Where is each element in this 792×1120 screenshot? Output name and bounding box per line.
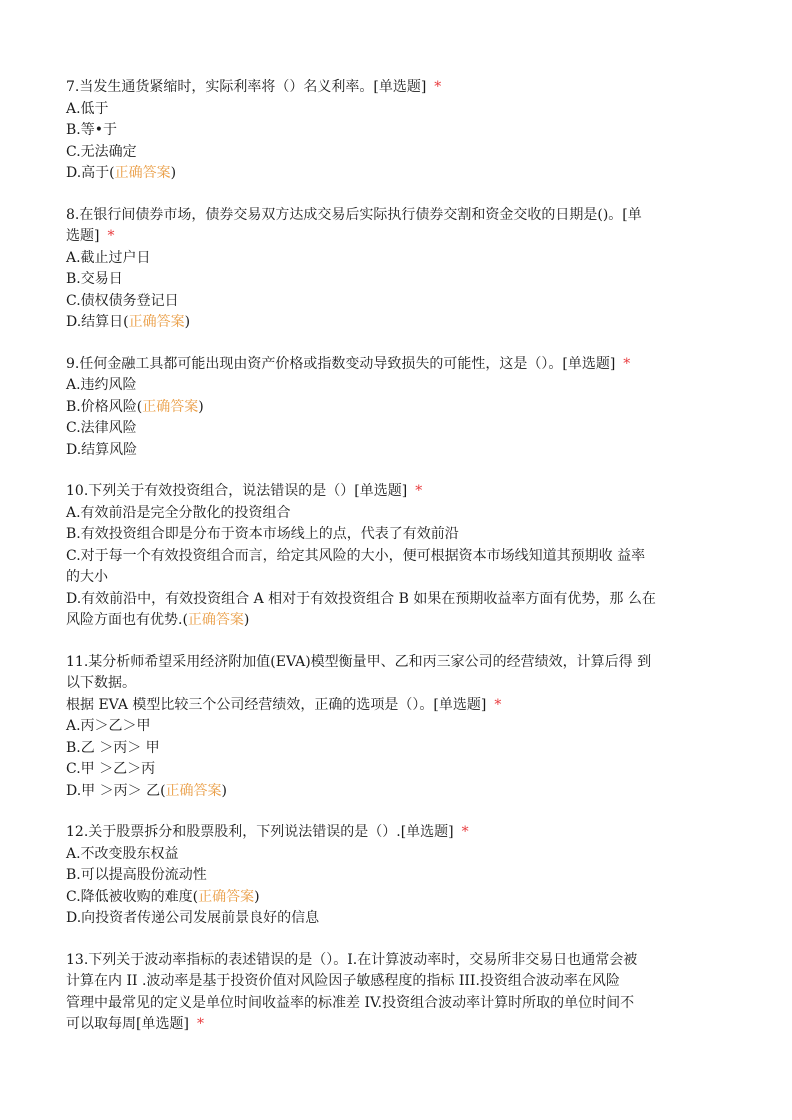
option-c[interactable]: C.对于每一个有效投资组合而言，给定其风险的大小，便可根据资本市场线知道其预期收 益率 bbox=[66, 547, 646, 564]
correct-answer-label: 正确答案 bbox=[142, 398, 199, 415]
question-title-cont: 可以取每周[单选题] * bbox=[66, 1016, 204, 1032]
correct-answer-label: 正确答案 bbox=[198, 888, 255, 905]
option-a[interactable]: A.截止过户日 bbox=[66, 249, 151, 266]
required-star: * bbox=[623, 355, 631, 372]
option-a[interactable]: A.低于 bbox=[66, 100, 109, 117]
question-title: 8.在银行间债券市场，债券交易双方达成交易后实际执行债券交割和资金交收的日期是()。[单 bbox=[66, 206, 642, 223]
option-a[interactable]: A.违约风险 bbox=[66, 377, 137, 393]
required-star: * bbox=[434, 79, 442, 95]
option-b[interactable]: B.交易日 bbox=[66, 271, 123, 287]
question-title-cont: 计算在内 II .波动率是基于投资价值对风险因子敏感程度的指标 III.投资组合波动率在风险 bbox=[66, 973, 620, 989]
question-prompt: 根据 EVA 模型比较三个公司经营绩效，正确的选项是（）。[单选题] * bbox=[66, 696, 502, 713]
question-title: 10.下列关于有效投资组合，说法错误的是（）[单选题] * bbox=[66, 483, 423, 499]
option-d[interactable]: D.高于(正确答案) bbox=[66, 165, 177, 181]
required-star: * bbox=[196, 1016, 204, 1032]
question-title: 11.某分析师希望采用经济附加值(EVA)模型衡量甲、乙和丙三家公司的经营绩效，计算后得 到 bbox=[66, 653, 652, 670]
question-title: 9.任何金融工具都可能出现由资产价格或指数变动导致损失的可能性，这是（）。[单选题] * bbox=[66, 355, 631, 372]
correct-answer-label: 正确答案 bbox=[114, 165, 171, 181]
correct-answer-label: 正确答案 bbox=[128, 314, 185, 330]
question-title: 7.当发生通货紧缩时，实际利率将（）名义利率。[单选题] * bbox=[66, 79, 442, 95]
option-c[interactable]: C.降低被收购的难度(正确答案) bbox=[66, 888, 260, 905]
option-b[interactable]: B.价格风险(正确答案) bbox=[66, 398, 204, 415]
required-star: * bbox=[461, 824, 469, 840]
option-a[interactable]: A.丙＞乙＞甲 bbox=[66, 718, 151, 734]
required-star: * bbox=[494, 696, 502, 713]
option-c[interactable]: C.无法确定 bbox=[66, 143, 137, 160]
question-title: 12.关于股票拆分和股票股利，下列说法错误的是（）.[单选题] * bbox=[66, 824, 469, 840]
option-c[interactable]: C.法律风险 bbox=[66, 420, 137, 436]
question-7 bbox=[66, 77, 730, 185]
option-c[interactable]: C.甲 ＞乙＞丙 bbox=[66, 761, 156, 777]
required-star: * bbox=[107, 228, 115, 244]
question-12 bbox=[66, 822, 730, 930]
question-list bbox=[66, 77, 730, 1056]
question-title-cont: 以下数据。 bbox=[66, 675, 136, 691]
option-b[interactable]: B.可以提高股份流动性 bbox=[66, 867, 207, 883]
option-c-cont[interactable]: 的大小 bbox=[66, 569, 108, 585]
question-title: 13.下列关于波动率指标的表述错误的是（）。I.在计算波动率时，交易所非交易日也通常会被 bbox=[66, 951, 638, 968]
correct-answer-label: 正确答案 bbox=[187, 612, 244, 628]
question-title-cont: 选题] * bbox=[66, 228, 115, 244]
question-title-cont: 管理中最常见的定义是单位时间收益率的标准差 IV.投资组合波动率计算时所取的单位时间不 bbox=[66, 994, 635, 1011]
option-d[interactable]: D.有效前沿中，有效投资组合 A 相对于有效投资组合 B 如果在预期收益率方面有优势，那 么在 bbox=[66, 590, 656, 607]
required-star: * bbox=[415, 483, 423, 499]
question-9 bbox=[66, 354, 730, 462]
option-d-cont[interactable]: 风险方面也有优势.(正确答案) bbox=[66, 612, 250, 628]
option-b[interactable]: B.等•于 bbox=[66, 122, 117, 138]
question-13 bbox=[66, 950, 730, 1036]
question-8 bbox=[66, 205, 730, 334]
option-a[interactable]: A.不改变股东权益 bbox=[66, 845, 179, 862]
question-10 bbox=[66, 481, 730, 632]
option-d[interactable]: D.向投资者传递公司发展前景良好的信息 bbox=[66, 910, 320, 926]
option-b[interactable]: B.有效投资组合即是分布于资本市场线上的点，代表了有效前沿 bbox=[66, 526, 459, 542]
correct-answer-label: 正确答案 bbox=[165, 782, 222, 799]
question-11 bbox=[66, 652, 730, 803]
option-c[interactable]: C.债权债务登记日 bbox=[66, 292, 179, 309]
option-d[interactable]: D.结算日(正确答案) bbox=[66, 314, 191, 330]
option-d[interactable]: D.甲 ＞丙＞ 乙(正确答案) bbox=[66, 782, 228, 799]
option-b[interactable]: B.乙 ＞丙＞ 甲 bbox=[66, 739, 160, 756]
option-d[interactable]: D.结算风险 bbox=[66, 441, 138, 458]
option-a[interactable]: A.有效前沿是完全分散化的投资组合 bbox=[66, 504, 291, 521]
